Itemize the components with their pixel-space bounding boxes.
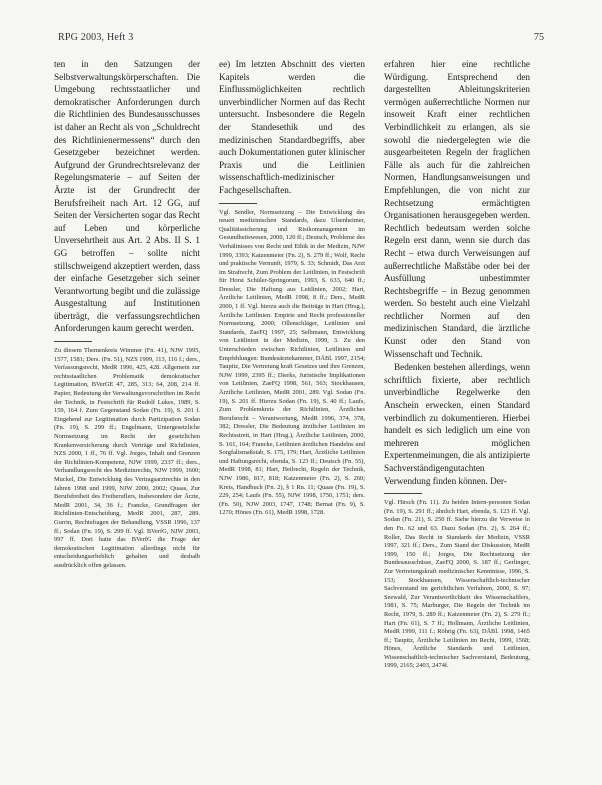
text-column-left [54,58,200,770]
footnotes-right [384,499,530,671]
footnotes-left [54,347,200,570]
body-paragraph: Bedenken bestehen allerdings, wenn schriftlich fixierte, aber rechtlich unverbindliche Regelwerke den Anschein erwecken, einen Standard verbindlich zu dokumentieren. Hierbei handelt es sich lediglich um eine von mehreren möglichen Expertenmeinungen, die als antizipierte Sachverständigengutachten Verwendung finden können. Der- [384,362,530,486]
footnote-text: Vgl. Sendler, Normsetzung – Die Entwicklung des neuen medizinischen Standards, dazu Ulsenheimer, Qualitätssicherung und Risikomanagement im Gesundheitswesen, 2000, 120 ff.; Deutsch, Probleme des Verhältnisses von Recht und Ethik in der Medizin, NJW 1999, 3393; Katzenmeier (Fn. 2), S. 279 ff.; Wolf, Recht und praktische Vernunft, 1979, S. 33; Schmidt, Das Arzt im Strafrecht, Zum Problem der Leitlinien, in Festschrift für Horst Schüler-Springorum, 1993, S. 633, 640 ff.; Dressler, Die Haftung aus Leitlinien, 2002; Hart, Ärztliche Leitlinien, MedR 1998, 8 ff.; Ders., MedR 2000, 1 ff. Vgl. hierzu auch die Beiträge in Hart (Hrsg.), Ärztliche Leitlinien. Empirie und Recht professioneller Normsetzung, 2000; Ollenschläger, Leitlinien und Standards, ZaeFQ 1997, 25; Selbmann, Entwicklung von Leitlinien in der Medizin, 1999, 3. Zu den Unterschieden zwischen Richtlinien, Leitlinien und Empfehlungen: Bundesärztekammer, DÄBl. 1997, 2154; Taupitz, Die Vertretung kraft Gesetzes und ihre Grenzen, NJW 1999, 2395 ff.; Dierks, Juristische Implikationen von Leitlinien, ZaeFQ 1998, 561, 563; Stockhausen, Ärztliche Leitlinien, MedR 2001, 289. Vgl. Sodan (Fn. 19), S. 201 ff. Hierzu Sodan (Fn. 19), S. 40 ff.; Laufs, Zum Problemkreis der Richtlinien, Ärztliches Berufsrecht – Verantwortung, MedR 1996, 374, 378, 382; Dressler, Die Bedeutung ärztlicher Leitlinien im Rechtsstreit, in Hart (Hrsg.), Ärztliche Leitlinien, 2000, S. 161, 164; Francke, Leitlinien ärztlichen Handelns und Sorgfaltsmaßstab, S. 175, 179; Hart, Ärztliche Leitlinien und Haftungsrecht, ebenda, S. 123 ff.; Deutsch (Fn. 55), MedR 1998, 81; Hart, Heilrecht, Regeln der Technik, NJW 1986, 817, 818; Katzenmeier (Fn. 2), S. 260; Kreis, Handbuch (Fn. 2), § 1 Rn. 11; Quaas (Fn. 19), S. 229, 254; Laufs (Fn. 55), NJW 1998, 1750, 1751; ders. (Fn. 50), NJW 2003, 1747, 1748; Bernat (Fn. 9), S. 1270; Hönes (Fn. 61), MedR 1998, 1728. [219,208,365,517]
page-header [58,32,544,48]
body-paragraph: erfahren hier eine rechtliche Würdigung. Entsprechend den dargestellten Ableitungskriterien vermögen außerrechtliche Normen nur insoweit Kraft einer rechtlichen Verbindlichkeit zu erlangen, als sie sowohl die niedergelegten wie die ausgearbeiteten Regeln der fraglichen Fälle als auch für die zahlreichen Normen, Handlungsanweisungen und Empfehlungen, die von nicht zur Rechtsetzung ermächtigten Organisationen herausgegeben werden. Rechtlich bedeutsam werden solche Regeln erst dann, wenn sie durch das Recht – etwa durch Verweisungen auf außerrechtliche Maßstäbe oder bei der Ausfüllung unbestimmter Rechtsbegriffe – in Bezug genommen werden. So besteht auch eine Vielzahl rechtlicher Normen auf den medizinischen Standard, die ärztliche Kunst oder den Stand von Wissenschaft und Technik. [384,59,530,359]
footnotes-middle [219,209,365,518]
body-paragraph: ten in den Satzungen der Selbstverwaltungskörperschaften. Die Umgebung rechtsstaatlicher und demokratischer Anforderungen durch die Richtlinien des Bundesausschusses ist daher an Recht als von „Schuldrecht des Richtlinienermessens“ durch den Gesetzgeber bezeichnet werden. Aufgrund der Grundrechtsrelevanz der Regelungsmaterie – auf Seiten der Ärzte ist der Grundrecht der Berufsfreiheit nach Art. 12 GG, auf Seiten der Versicherten sogar das Recht auf Leben und körperliche Unversehrtheit aus Art. 2 Abs. II S. 1 GG betroffen – sollte nicht stillschweigend akzeptiert werden, dass der einfache Gesetzgeber sich seiner Verantwortung begibt und die zulässige Ausgestaltung auf Institutionen überträgt, die verfassungsrechtlichen Anforderungen kaum gerecht werden. [54,59,200,334]
footnote-divider [54,341,92,342]
footnote-divider [219,203,257,204]
journal-reference: RPG 2003, Heft 3 [58,32,134,43]
footnote-text: Zu diesem Themenkreis Wimmer (Fn. 41), NJW 1995, 1577, 1581; Ders. (Fn. 51), NZS 1999, 113, 116 f.; ders., Verfassungsrecht, MedR 1996, 425, 428. Allgemein zur rechtsstaatlichen Problematik demokratischer Legitimation, BVerGE 47, 285, 313; 64, 208, 214 ff. Papier, Bedeutung der Verwaltungsvorschriften im Recht der Technik, in Festschrift für Rudolf Lukes, 1989, S. 159, 164 f. Zum Gegenstand Sodan (Fn. 19), S. 201 f. Eingehend zur Legitimation durch Partizipation Sodan (Fn. 19), S. 299 ff.; Engelmann, Untergesetzliche Normsetzung im Recht der gesetzlichen Krankenversicherung durch Verträge und Richtlinien, NZS 2000, 1 ff., 76 ff. Vgl. Jorges, Inhalt und Grenzen der Richtlinien-Kompetenz, NJW 1999, 2337 ff.; ders., Verhandlungsrecht des Medizinrechts, NJW 1999, 1600; Muckel, Die Entwicklung des Vertragsarztrechts in den Jahren 1998 und 1999, NJW 2000, 2002; Quaas, Zur Berufsfreiheit des Freiberuflers, insbesondere der Ärzte, MedR 2001, 34, 36 f.; Francke, Grundfragen der Richtlinien-Entscheidung, MedR 2001, 287, 289. Gurrin, Rechtsfragen der Behandlung, VSSR 1996, 137 ff.; Sodan (Fn. 19), S. 299 ff. Vgl. BVerfG, NJW 2003, 997 ff. Dort hatte das BVerfG die Frage der demokratischen Legitimation allerdings nicht für entscheidungserheblich gehalten und deshalb ausdrücklich offen gelassen. [54,347,200,569]
text-column-middle [219,58,365,770]
body-paragraph: ee) Im letzten Abschnitt des vierten Kapitels werden die Einflussmöglichkeiten rechtlich unverbindlicher Normen auf das Recht untersucht. Insbesondere die Regeln der Standesethik und des medizinischen Standardbegriffs, aber auch Dokumentationen guter klinischer Praxis und die Leitlinien wissenschaftlich-medizinischer Fachgesellschaften. [219,59,365,195]
page-number: 75 [534,32,544,43]
footnote-divider [384,493,422,494]
text-column-right [384,58,530,770]
footnote-text: Vgl. Hirsch (Fn. 11). Zu beiden Intern-personen Sodan (Fn. 19), S. 291 ff.; ähnlich Hart, ebenda, S. 123 ff. Vgl. Sodan (Fn. 21), S. 250 ff. Siehe hierzu die Verweise in den Fn. 62 und 63. Dazu Sodan (Fn. 2), S. 264 ff.; Roller, Das Recht in Standards der Medizin, VSSR 1997, 321 ff.; Ders., Zum Stand der Diskussion, MedR 1999, 150 ff.; Jorges, Die Rechtsetzung der Bundesausschüsse, ZaeFQ 2000, S. 187 ff.; Gerlinger, Zur Vertretungskraft medizinischer Kenntnisse, 1996, S. 153; Stockhausen, Wissenschaftlich-technischer Sachverstand im gerichtlichen Verfahren, 2000, S. 97; Seewald, Zur Verantwortlichkeit des Wissenschaftlers, 1981, S. 75; Marburger, Die Regeln der Technik im Recht, 1979, S. 289 ff.; Katzenmeier (Fn. 2), S. 279 ff.; Hart (Fn. 61), S. 7 ff.; Hollmann, Ärztliche Leitlinien, MedR 1999, 111 f.; Röhrig (Fn. 63), DÄBl. 1998, 1465 ff.; Taupitz, Ärztliche Leitlinien im Recht, 1999, 1568; Hönes, Ärztliche Standards und Leitlinien, Wissenschaftlich-technischer Sachverstand, Bedeutung, 1999, 2165; 2403, 2474f. [384,499,530,670]
